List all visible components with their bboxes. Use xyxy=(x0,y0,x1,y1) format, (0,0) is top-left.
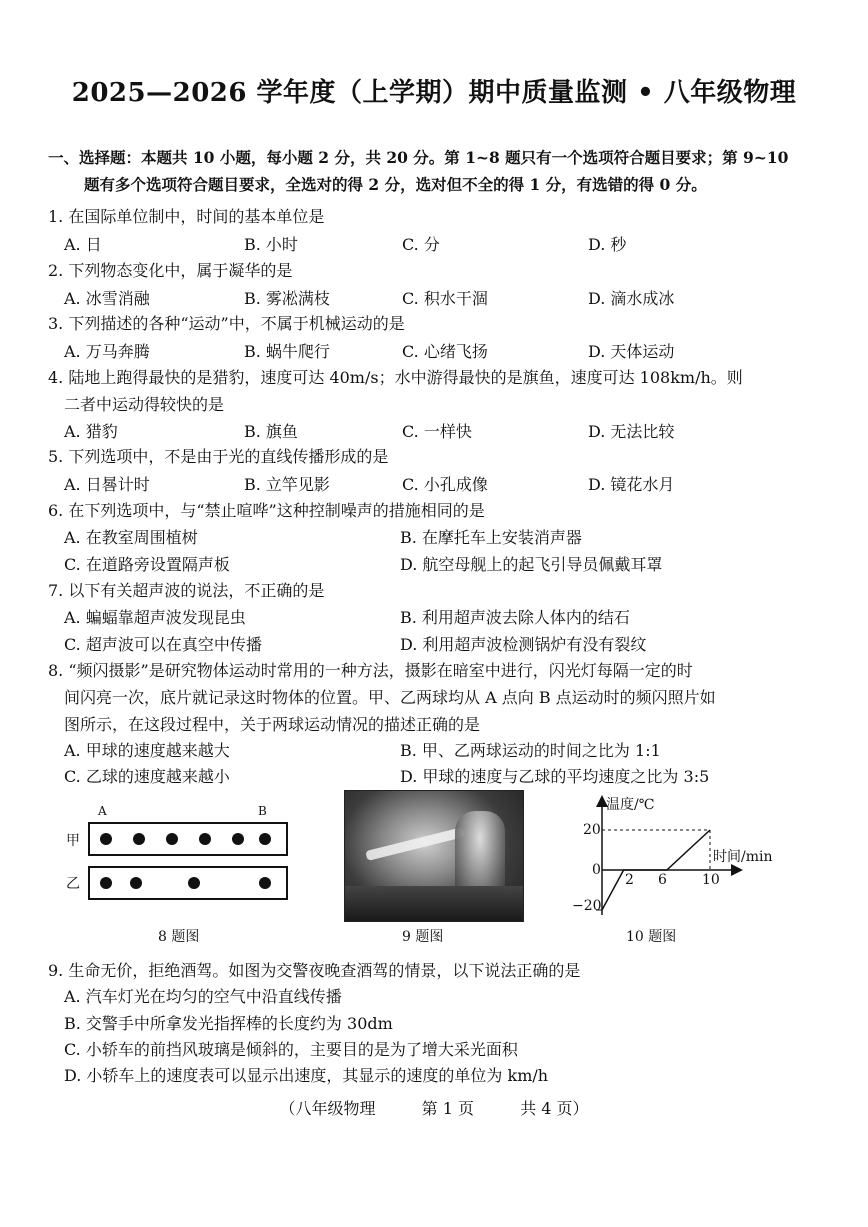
figure-8-caption: 8 题图 xyxy=(158,929,200,945)
jia-ball xyxy=(100,833,112,845)
x-axis-label: 时间/min xyxy=(713,849,773,865)
q1-option-c[interactable]: C. 分 xyxy=(402,235,440,254)
q1-option-d[interactable]: D. 秒 xyxy=(588,235,627,254)
q7-option-c[interactable]: C. 超声波可以在真空中传播 xyxy=(64,635,262,654)
road xyxy=(345,886,523,921)
page-title: 2025—2026 学年度（上学期）期中质量监测 • 八年级物理 xyxy=(71,78,797,108)
question-4-stem-line-1: 4. 陆地上跑得最快的是猎豹，速度可达 40m/s；水中游得最快的是旗鱼，速度可达 108km/h。则 xyxy=(48,368,743,387)
page-footer xyxy=(0,1096,868,1119)
q3-option-c[interactable]: C. 心绪飞扬 xyxy=(402,342,488,361)
q7-option-a[interactable]: A. 蝙蝠靠超声波发现昆虫 xyxy=(64,608,246,627)
jia-ball xyxy=(166,833,178,845)
q5-option-b[interactable]: B. 立竿见影 xyxy=(244,475,330,494)
q9-option-b[interactable]: B. 交警手中所拿发光指挥棒的长度约为 30dm xyxy=(64,1014,393,1033)
jia-ball xyxy=(199,833,211,845)
strip-jia xyxy=(88,822,288,856)
jia-ball xyxy=(259,833,271,845)
yi-ball xyxy=(259,877,271,889)
q2-option-a[interactable]: A. 冰雪消融 xyxy=(64,289,150,308)
q4-option-b[interactable]: B. 旗鱼 xyxy=(244,422,298,441)
q6-option-c[interactable]: C. 在道路旁设置隔声板 xyxy=(64,555,230,574)
q4-option-d[interactable]: D. 无法比较 xyxy=(588,422,675,441)
q9-option-d[interactable]: D. 小轿车上的速度表可以显示出速度，其显示的速度的单位为 km/h xyxy=(64,1066,549,1085)
q3-option-b[interactable]: B. 蜗牛爬行 xyxy=(244,342,330,361)
question-8-stem-line-2: 间闪亮一次，底片就记录这时物体的位置。甲、乙两球均从 A 点向 B 点运动时的频闪照片如 xyxy=(64,688,716,707)
x-tick-10: 10 xyxy=(702,872,720,888)
q6-option-b[interactable]: B. 在摩托车上安装消声器 xyxy=(400,528,582,547)
yi-ball xyxy=(188,877,200,889)
q3-option-d[interactable]: D. 天体运动 xyxy=(588,342,675,361)
q7-option-d[interactable]: D. 利用超声波检测锅炉有没有裂纹 xyxy=(400,635,647,654)
question-2-stem: 2. 下列物态变化中，属于凝华的是 xyxy=(48,261,293,280)
q2-option-c[interactable]: C. 积水干涸 xyxy=(402,289,488,308)
figure-10-caption: 10 题图 xyxy=(626,929,677,945)
q8-option-a[interactable]: A. 甲球的速度越来越大 xyxy=(64,741,230,760)
q9-option-a[interactable]: A. 汽车灯光在均匀的空气中沿直线传播 xyxy=(64,987,342,1006)
row-yi-label: 乙 xyxy=(66,876,80,892)
figure-9-caption: 9 题图 xyxy=(402,929,444,945)
q6-option-d[interactable]: D. 航空母舰上的起飞引导员佩戴耳罩 xyxy=(400,555,663,574)
light-baton xyxy=(365,827,464,861)
q1-option-a[interactable]: A. 日 xyxy=(64,235,102,254)
q3-option-a[interactable]: A. 万马奔腾 xyxy=(64,342,150,361)
question-3-stem: 3. 下列描述的各种“运动”中，不属于机械运动的是 xyxy=(48,314,405,333)
q8-option-b[interactable]: B. 甲、乙两球运动的时间之比为 1:1 xyxy=(400,741,661,760)
y-tick-20: 20 xyxy=(583,822,601,838)
q8-option-c[interactable]: C. 乙球的速度越来越小 xyxy=(64,767,230,786)
y-axis-label: 温度/℃ xyxy=(606,797,655,813)
figure-9-photo xyxy=(344,790,524,922)
yi-ball xyxy=(100,877,112,889)
question-5-stem: 5. 下列选项中，不是由于光的直线传播形成的是 xyxy=(48,447,389,466)
q5-option-c[interactable]: C. 小孔成像 xyxy=(402,475,488,494)
q2-option-b[interactable]: B. 雾凇满枝 xyxy=(244,289,330,308)
q1-option-b[interactable]: B. 小时 xyxy=(244,235,298,254)
point-a-label: A xyxy=(98,804,107,818)
strip-yi xyxy=(88,866,288,900)
section-line-2: 题有多个选项符合题目要求，全选对的得 2 分，选对但不全的得 1 分，有选错的得 0 分。 xyxy=(84,175,707,194)
q5-option-a[interactable]: A. 日晷计时 xyxy=(64,475,150,494)
question-4-stem-line-2: 二者中运动得较快的是 xyxy=(64,395,225,414)
q9-option-c[interactable]: C. 小轿车的前挡风玻璃是倾斜的，主要目的是为了增大采光面积 xyxy=(64,1040,518,1059)
row-jia-label: 甲 xyxy=(66,833,80,849)
q4-option-a[interactable]: A. 猎豹 xyxy=(64,422,118,441)
question-9-stem: 9. 生命无价，拒绝酒驾。如图为交警夜晚查酒驾的情景，以下说法正确的是 xyxy=(48,961,581,980)
y-tick-neg20: −20 xyxy=(572,898,602,914)
yi-ball xyxy=(130,877,142,889)
jia-ball xyxy=(232,833,244,845)
question-7-stem: 7. 以下有关超声波的说法，不正确的是 xyxy=(48,581,325,600)
x-tick-6: 6 xyxy=(658,872,667,888)
jia-ball xyxy=(133,833,145,845)
question-1-stem: 1. 在国际单位制中，时间的基本单位是 xyxy=(48,207,325,226)
section-header xyxy=(48,144,808,198)
point-b-label: B xyxy=(258,804,267,818)
question-8-stem-line-3: 图所示，在这段过程中，关于两球运动情况的描述正确的是 xyxy=(64,715,481,734)
question-6-stem: 6. 在下列选项中，与“禁止喧哗”这种控制噪声的措施相同的是 xyxy=(48,501,485,520)
q5-option-d[interactable]: D. 镜花水月 xyxy=(588,475,675,494)
section-line-1: 一、选择题：本题共 10 小题，每小题 2 分，共 20 分。第 1~8 题只有一个选项符合题目要求；第 9~10 xyxy=(48,148,789,167)
q2-option-d[interactable]: D. 滴水成冰 xyxy=(588,289,675,308)
q7-option-b[interactable]: B. 利用超声波去除人体内的结石 xyxy=(400,608,630,627)
y-tick-0: 0 xyxy=(592,862,601,878)
footer-subject: （八年级物理 xyxy=(279,1099,376,1118)
footer-total: 共 4 页） xyxy=(520,1099,589,1118)
q6-option-a[interactable]: A. 在教室周围植树 xyxy=(64,528,198,547)
q8-option-d[interactable]: D. 甲球的速度与乙球的平均速度之比为 3:5 xyxy=(400,767,710,786)
x-tick-2: 2 xyxy=(625,872,634,888)
question-8-stem-line-1: 8. “频闪摄影”是研究物体运动时常用的一种方法，摄影在暗室中进行，闪光灯每隔一定的时 xyxy=(48,661,693,680)
q4-option-c[interactable]: C. 一样快 xyxy=(402,422,472,441)
footer-page: 第 1 页 xyxy=(421,1099,474,1118)
